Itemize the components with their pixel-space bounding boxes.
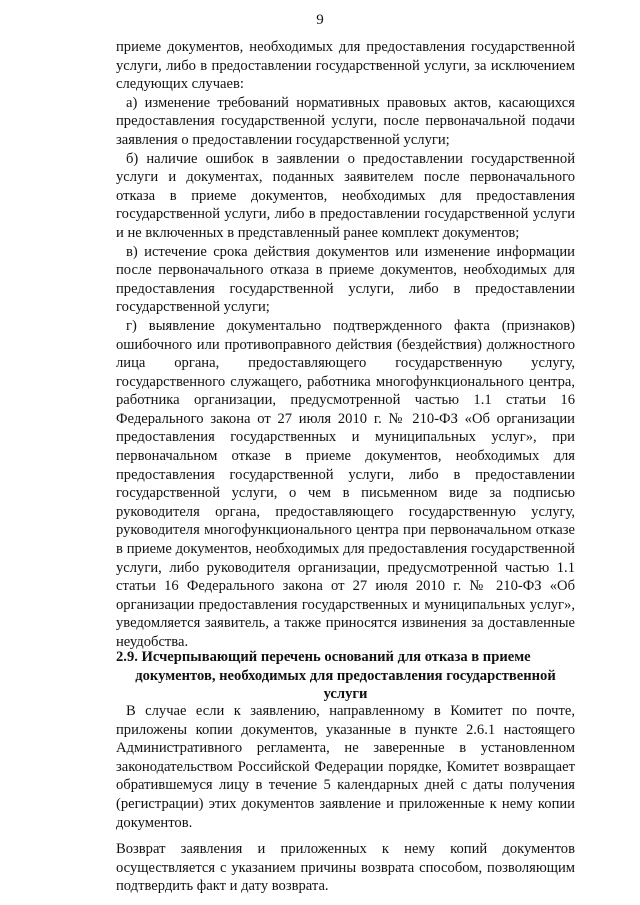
- list-item-v: в) истечение срока действия документов или изменение информации после первоначального отказа в приеме документов, необходимых для предоставления государственной услуги, либо в предоставлении государственной услуги;: [116, 243, 575, 316]
- list-item-a: а) изменение требований нормативных правовых актов, касающихся предоставления государственной услуги, после первоначальной подачи заявления о предоставлении государственной услуги;: [116, 94, 575, 148]
- heading-line-1: 2.9. Исчерпывающий перечень оснований для отказа в приеме: [116, 649, 531, 665]
- intro-paragraph: приеме документов, необходимых для предоставления государственной услуги, либо в предоставлении государственной услуги, за исключением следующих случаев:: [116, 39, 575, 93]
- page-number: 9: [316, 12, 324, 28]
- list-item-b: б) наличие ошибок в заявлении о предоставлении государственной услуги и документах, поданных заявителем после первоначального отказа в приеме документов, необходимых для предоставления государственной услуги, либо в предоставлении государственной услуги и не включенных в представленный ранее комплект документов;: [116, 150, 575, 241]
- section-refusal-exceptions: [116, 38, 575, 652]
- list-item-g: г) выявление документально подтвержденного факта (признаков) ошибочного или противоправного действия (бездействия) должностного лица органа, предоставляющего государственную услугу, государственного служащего, работника многофункционального центра, работника организации, предусмотренной частью 1.1 статьи 16 Федерального закона от 27 июля 2010 г. № 210-ФЗ «Об организации предоставления государственных и муниципальных услуг», при первоначальном отказе в приеме документов, необходимых для предоставления государственной услуги, либо в предоставлении государственной услуги, о чем в письменном виде за подписью руководителя органа, предоставляющего государственную услугу, руководителя многофункционального центра при первоначальном отказе в приеме документов, необходимых для предоставления государственной услуги, либо руководителя организации, предусмотренной частью 1.1 статьи 16 Федерального закона от 27 июля 2010 г. № 210-ФЗ «Об организации предоставления государственных и муниципальных услуг», уведомляется заявитель, а также приносятся извинения за доставленные неудобства.: [116, 317, 575, 650]
- section-2-9-body: [116, 702, 575, 896]
- body-paragraph-2: Возврат заявления и приложенных к нему копий документов осуществляется с указанием причины возврата способом, позволяющим подтвердить факт и дату возврата.: [116, 841, 575, 895]
- section-heading-2-9: [116, 648, 575, 704]
- body-paragraph-1: В случае если к заявлению, направленному в Комитет по почте, приложены копии документов, указанные в пункте 2.6.1 настоящего Административного регламента, не заверенные в установленном законодательством Российской Федерации порядке, Комитет возвращает обратившемуся лицу в течение 5 календарных дней с даты получения (регистрации) этих документов заявление и приложенные к нему копии документов.: [116, 703, 575, 831]
- heading-line-2: документов, необходимых для предоставления государственной услуги: [135, 667, 556, 703]
